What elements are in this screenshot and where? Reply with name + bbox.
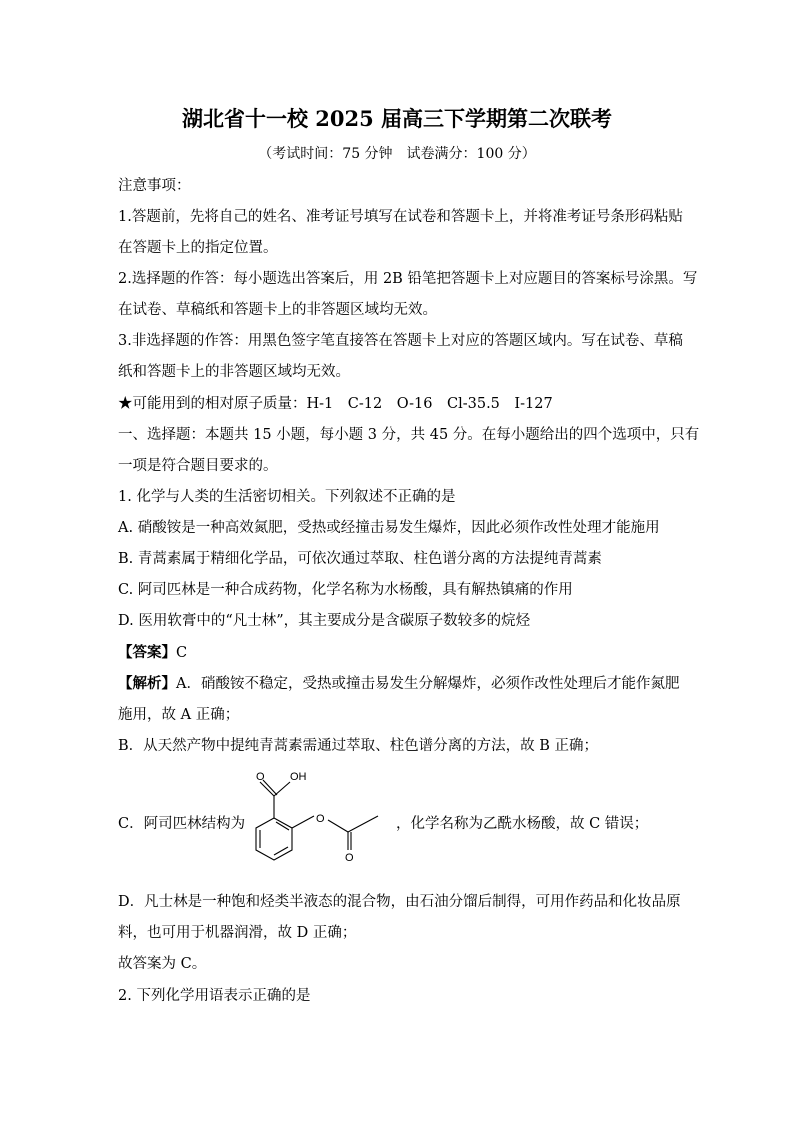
question-1-analysis-b: B．从天然产物中提纯青蒿素需通过萃取、柱色谱分离的方法，故 B 正确； xyxy=(118,738,599,754)
section-1-line-1: 一、选择题：本题共 15 小题，每小题 3 分，共 45 分。在每小题给出的四个选项中，只有 xyxy=(118,427,700,443)
question-1-analysis-a-line-2: 施用，故 A 正确； xyxy=(118,707,240,723)
analysis-label: 【解析】 xyxy=(118,675,176,692)
question-1-stem: 1. 化学与人类的生活密切相关。下列叙述不正确的是 xyxy=(118,489,456,505)
notice-item-1-line-2: 在答题卡上的指定位置。 xyxy=(118,240,278,256)
section-1-line-2: 一项是符合题目要求的。 xyxy=(118,458,278,474)
notice-item-2-line-2: 在试卷、草稿纸和答题卡上的非答题区域均无效。 xyxy=(118,302,437,318)
question-1-analysis-c-before: C．阿司匹林结构为 xyxy=(118,816,246,832)
notice-heading: 注意事项： xyxy=(118,178,191,194)
question-1-analysis-c-after: ，化学名称为乙酰水杨酸，故 C 错误； xyxy=(396,816,649,832)
question-1-analysis-d-line-1: D．凡士林是一种饱和烃类半液态的混合物，由石油分馏后制得，可用作药品和化妆品原 xyxy=(118,894,681,910)
methyl-bond xyxy=(348,816,378,832)
question-1-analysis-d-line-2: 料，也可用于机器润滑，故 D 正确； xyxy=(118,925,357,941)
hydroxyl-label: OH xyxy=(290,771,307,783)
ester-oxygen-bond xyxy=(292,816,314,828)
question-2-stem: 2. 下列化学用语表示正确的是 xyxy=(118,988,311,1004)
aspirin-structure-diagram xyxy=(232,764,392,876)
question-1-option-c: C. 阿司匹林是一种合成药物，化学名称为水杨酸，具有解热镇痛的作用 xyxy=(118,582,573,598)
carbonyl-oxygen-label: O xyxy=(256,771,265,783)
question-1-option-d: D. 医用软膏中的“凡士林”，其主要成分是含碳原子数较多的烷烃 xyxy=(118,613,531,629)
question-1-answer xyxy=(118,642,688,664)
question-1-conclusion: 故答案为 C。 xyxy=(118,956,207,972)
question-1-option-a: A. 硝酸铵是一种高效氮肥，受热或经撞击易发生爆炸，因此必须作改性处理才能施用 xyxy=(118,520,660,536)
benzene-ring xyxy=(256,818,292,860)
answer-label: 【答案】 xyxy=(118,644,176,661)
notice-item-3-line-1: 3.非选择题的作答：用黑色签字笔直接答在答题卡上对应的答题区域内。写在试卷、草稿 xyxy=(118,333,683,349)
analysis-a-text: A．硝酸铵不稳定，受热或撞击易发生分解爆炸，必须作改性处理后才能作氮肥 xyxy=(176,676,680,692)
exam-subtitle: （考试时间：75 分钟 试卷满分：100 分） xyxy=(258,146,536,162)
atomic-mass-line: ★可能用到的相对原子质量：H-1 C-12 O-16 Cl-35.5 I-127 xyxy=(118,396,553,412)
ester-carbonyl-oxygen-label: O xyxy=(345,852,354,864)
ester-oxygen-label: O xyxy=(316,813,325,825)
question-1-option-b: B. 青蒿素属于精细化学品，可依次通过萃取、柱色谱分离的方法提纯青蒿素 xyxy=(118,551,602,567)
notice-item-3-line-2: 纸和答题卡上的非答题区域均无效。 xyxy=(118,364,350,380)
notice-item-1-line-1: 1.答题前，先将自己的姓名、准考证号填写在试卷和答题卡上，并将准考证号条形码粘贴 xyxy=(118,209,683,225)
exam-title: 湖北省十一校 2025 届高三下学期第二次联考 xyxy=(181,106,613,131)
notice-item-2-line-1: 2.选择题的作答：每小题选出答案后，用 2B 铅笔把答题卡上对应题目的答案标号涂黑。写 xyxy=(118,271,698,287)
answer-value: C xyxy=(176,645,188,661)
question-1-analysis-a-line-1 xyxy=(118,673,688,695)
ester-carbon-bond xyxy=(328,820,348,832)
hydroxyl-bond xyxy=(274,782,290,796)
